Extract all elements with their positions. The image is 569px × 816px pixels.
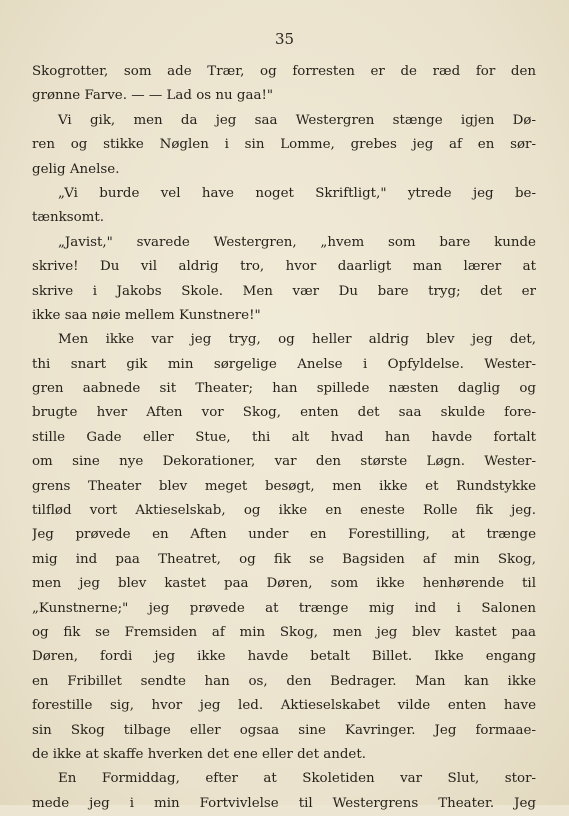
text-line: „Vi burde vel have noget Skriftligt," ytrede jeg be- (58, 185, 536, 201)
text-line: grens Theater blev meget besøgt, men ikke et Rundstykke (32, 478, 536, 494)
text-line: thi snart gik min sørgelige Anelse i Opfyldelse. Wester- (32, 356, 536, 372)
text-line: tænksomt. (32, 210, 104, 226)
text-line: skrive i Jakobs Skole. Men vær Du bare tryg; det er (32, 283, 536, 299)
text-line: „Javist," svarede Westergren, „hvem som bare kunde (58, 234, 536, 250)
text-line: de ikke at skaffe hverken det ene eller det andet. (32, 746, 366, 762)
text-line: „Kunstnerne;" jeg prøvede at trænge mig ind i Salonen (32, 600, 536, 616)
text-line: men jeg blev kastet paa Døren, som ikke henhørende til (32, 576, 536, 592)
text-line: gren aabnede sit Theater; han spillede næsten daglig og (32, 381, 536, 397)
text-line: mede jeg i min Fortvivlelse til Westergrens Theater. Jeg (32, 795, 536, 811)
text-line: tilflød vort Aktieselskab, og ikke en eneste Rolle fik jeg. (32, 503, 536, 519)
text-line: skrive! Du vil aldrig tro, hvor daarligt man lærer at (32, 259, 536, 275)
body-text (32, 60, 536, 816)
text-line: sin Skog tilbage eller ogsaa sine Kavringer. Jeg formaae- (32, 722, 536, 738)
text-line: stille Gade eller Stue, thi alt hvad han havde fortalt (32, 429, 536, 445)
text-line: ren og stikke Nøglen i sin Lomme, grebes jeg af en sør- (32, 137, 536, 153)
text-line: Døren, fordi jeg ikke havde betalt Billet. Ikke engang (32, 649, 536, 665)
text-line: brugte hver Aften vor Skog, enten det saa skulde fore- (32, 405, 536, 421)
text-line: Skogrotter, som ade Trær, og forresten er de ræd for den (32, 64, 536, 79)
text-line: Jeg prøvede en Aften under en Forestilling, at trænge (32, 527, 536, 543)
text-line: Vi gik, men da jeg saa Westergren stænge igjen Dø- (58, 112, 536, 128)
text-line: Men ikke var jeg tryg, og heller aldrig blev jeg det, (58, 332, 536, 348)
text-line: grønne Farve. — — Lad os nu gaa!" (32, 88, 274, 104)
text-line: forestille sig, hvor jeg led. Aktieselskabet vilde enten have (32, 698, 536, 714)
text-line: mig ind paa Theatret, og fik se Bagsiden af min Skog, (32, 551, 536, 567)
text-line: ikke saa nøie mellem Kunstnere!" (32, 307, 261, 323)
text-line: om sine nye Dekorationer, var den største Løgn. Wester- (32, 454, 536, 470)
text-line: en Fribillet sendte han os, den Bedrager. Man kan ikke (32, 673, 536, 689)
text-line: gelig Anelse. (32, 161, 120, 177)
text-line: og fik se Fremsiden af min Skog, men jeg blev kastet paa (32, 624, 536, 640)
page-number: 35 (274, 30, 295, 48)
text-line: En Formiddag, efter at Skoletiden var Slut, stor- (58, 771, 536, 787)
